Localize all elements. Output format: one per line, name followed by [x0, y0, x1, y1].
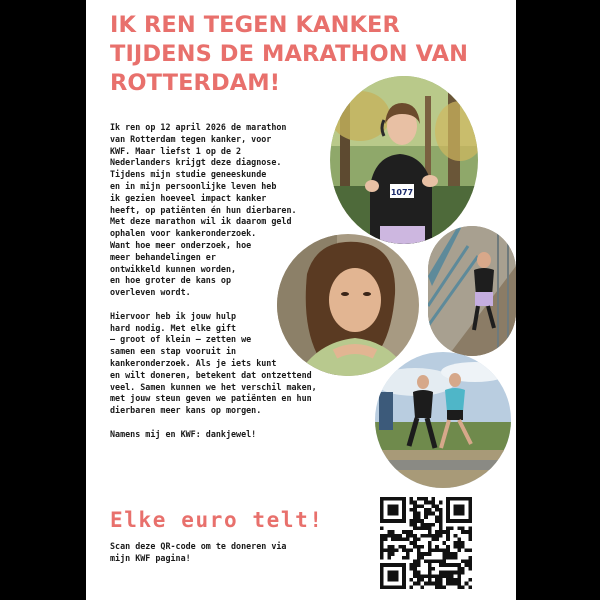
- body-line: van Rotterdam tegen kanker, voor: [110, 133, 272, 144]
- body-line: ophalen voor kankeronderzoek.: [110, 228, 257, 239]
- title-line: ROTTERDAM!: [110, 70, 281, 96]
- closing-line: Namens mij en KWF: dankjewel!: [110, 428, 257, 439]
- body-line: Met deze marathon wil ik daarom geld: [110, 216, 292, 227]
- body-line: en hoe groter de kans op: [110, 275, 232, 286]
- poster-title: [110, 11, 510, 98]
- scan-line: mijn KWF pagina!: [110, 552, 191, 563]
- runners-photo-road: [375, 352, 511, 488]
- body-line: en in mijn persoonlijke leven heb: [110, 180, 277, 191]
- body-line: Ik ren op 12 april 2026 de marathon: [110, 122, 287, 132]
- body-line: samen een stap vooruit in: [110, 346, 237, 357]
- body-line: Nederlanders krijgt deze diagnose.: [110, 157, 282, 168]
- portrait-photo: [277, 234, 419, 376]
- body-line: Want hoe meer onderzoek, hoe: [110, 239, 252, 250]
- bib-number: 1077: [390, 188, 414, 197]
- scan-instructions: [110, 541, 370, 565]
- body-line: ik gezien hoeveel impact kanker: [110, 192, 267, 203]
- body-line: overleven wordt.: [110, 287, 191, 298]
- body-line: kankeronderzoek. Als je iets kunt: [110, 357, 277, 368]
- body-line: KWF. Maar liefst 1 op de 2: [110, 145, 242, 156]
- slogan: Elke euro telt!: [110, 508, 324, 532]
- body-line: – groot of klein – zetten we: [110, 334, 252, 345]
- title-line: TIJDENS DE MARATHON VAN: [110, 41, 469, 67]
- body-line: dierbaren meer kans op morgen.: [110, 405, 262, 416]
- body-line: heeft, op patiënten én hun dierbaren.: [110, 204, 297, 215]
- paragraph-gap: [110, 417, 380, 429]
- body-line: en wilt doneren, betekent dat ontzettend: [110, 369, 312, 380]
- title-line: IK REN TEGEN KANKER: [110, 12, 400, 38]
- body-line: hard nodig. Met elke gift: [110, 322, 237, 333]
- donation-poster: [86, 0, 516, 600]
- scan-line: Scan deze QR-code om te doneren via: [110, 541, 287, 551]
- runner-photo-bridge: [428, 226, 516, 356]
- runner-photo-bib: [330, 76, 478, 244]
- body-line: Hiervoor heb ik jouw hulp: [110, 310, 237, 321]
- body-line: veel. Samen kunnen we het verschil maken,: [110, 381, 317, 392]
- body-line: met jouw steun geven we patiënten en hun: [110, 393, 312, 404]
- qr-code[interactable]: [380, 497, 472, 589]
- body-line: meer behandelingen er: [110, 251, 216, 262]
- body-line: ontwikkeld kunnen worden,: [110, 263, 237, 274]
- body-line: Tijdens mijn studie geneeskunde: [110, 169, 267, 180]
